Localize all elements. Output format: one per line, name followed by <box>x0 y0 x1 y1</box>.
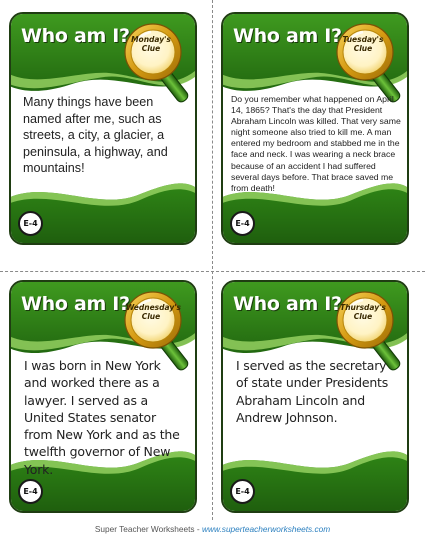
card-code-badge: E-4 <box>18 211 43 236</box>
clue-day-word: Tuesday's <box>342 35 384 44</box>
clue-text: I served as the secretary of state under Presidents Abraham Lincoln and Andrew Johnson. <box>236 358 389 425</box>
card-code-badge: E-4 <box>18 479 43 504</box>
horizontal-cut-line <box>0 271 425 272</box>
footer-url-link[interactable]: www.superteacherworksheets.com <box>201 524 331 534</box>
footer-brand: Super Teacher Worksheets <box>94 524 195 534</box>
clue-text: Many things have been named after me, such as streets, a city, a glacier, a peninsula, a highway, and mountains! <box>23 95 168 175</box>
clue-day-word: Wednesday's <box>126 303 181 312</box>
page-footer <box>0 524 425 534</box>
clue-day-label <box>126 303 181 321</box>
vertical-cut-line <box>212 0 213 520</box>
clue-word: Clue <box>353 44 373 53</box>
card-title: Who am I? <box>21 25 130 47</box>
clue-word: Clue <box>141 312 161 321</box>
clue-word: Clue <box>353 312 373 321</box>
footer-separator: - <box>194 524 202 534</box>
clue-day-label <box>338 35 388 53</box>
card-title: Who am I? <box>21 293 130 315</box>
clue-day-label <box>126 35 176 53</box>
card-code-badge: E-4 <box>230 211 255 236</box>
card-title: Who am I? <box>233 25 342 47</box>
clue-day-word: Monday's <box>131 35 171 44</box>
clue-card-wednesday <box>9 280 197 513</box>
card-code-badge: E-4 <box>230 479 255 504</box>
clue-day-label <box>338 303 388 321</box>
clue-card-thursday <box>221 280 409 513</box>
clue-card-monday <box>9 12 197 245</box>
card-title: Who am I? <box>233 293 342 315</box>
clue-card-tuesday <box>221 12 409 245</box>
clue-word: Clue <box>141 44 161 53</box>
clue-day-word: Thursday's <box>340 303 386 312</box>
clue-text: I was born in New York and worked there as a lawyer. I served as a United States senator from New York and as the twelfth governor of New York. <box>24 358 180 477</box>
clue-text: Do you remember what happened on April 14, 1865? That's the day that President Abraham Lincoln was killed. That very same night someone also tried to kill me. A man entered my bedroom and stabbed me in the face and neck. I was wearing a neck brace because of an accident I had suffered several days before. That brace saved me from death! <box>231 94 401 193</box>
